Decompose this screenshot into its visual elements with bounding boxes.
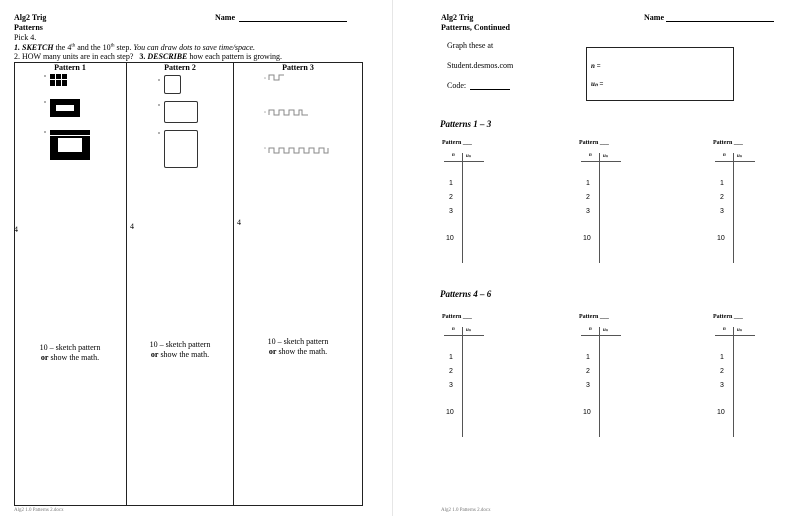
instruction-2-3 [14,52,282,61]
block-grid-line [50,79,68,80]
or-keyword: or [40,353,49,362]
un-column-header: uₙ [603,154,608,159]
un-column-header: uₙ [466,328,471,333]
worksheet-subtitle: Patterns, Continued [441,23,510,32]
instruction-1-text-a: the 4 [55,43,72,52]
n-value: 10 [717,409,725,416]
code-label: Code: [447,81,467,90]
course-title: Alg2 Trig [14,13,47,22]
column-rule [733,153,734,263]
un-value-cell[interactable] [464,233,484,245]
worksheet-subtitle: Patterns [14,23,43,32]
step-10-rest: show the math. [160,350,210,359]
column-rule [733,327,734,437]
step-marker-dot [44,101,46,103]
instruction-1-number: 1. [14,43,20,52]
un-value-cell[interactable] [601,380,621,392]
n-value: 1 [586,354,590,361]
instruction-1-text-b: and the 10 [77,43,111,52]
step-10-line-1: 10 – sketch pattern [39,343,101,352]
un-value-cell[interactable] [464,206,484,218]
pattern-3-step-1 [269,75,284,80]
n-column-header: n [723,153,726,158]
section-heading-patterns-4-6: Patterns 4 – 6 [440,289,492,299]
header-rule [715,335,755,336]
column-rule [599,153,600,263]
n-value: 2 [720,368,724,375]
n-value: 2 [586,194,590,201]
un-value-cell[interactable] [601,178,621,190]
n-value: 1 [720,354,724,361]
un-value-cell[interactable] [735,233,755,245]
values-table [713,140,759,264]
block-grid-line [50,135,90,136]
pattern-2-step-2-square [164,101,198,123]
formula-box[interactable] [586,47,734,101]
n-value: 3 [449,208,453,215]
page-divider [392,0,393,516]
pattern-3-step-2 [269,110,308,115]
header-rule [715,161,755,162]
table-title: Pattern ___ [579,140,609,146]
un-column-header: uₙ [737,328,742,333]
step-10-line-2 [127,350,233,360]
un-value-cell[interactable] [735,178,755,190]
table-title: Pattern ___ [579,314,609,320]
column-header-pattern-1: Pattern 1 [54,63,86,72]
un-formula-label: uₙ = [591,80,604,88]
column-rule [599,327,600,437]
step-marker-dot [44,131,46,133]
values-table [713,314,759,438]
step-10-line-1: 10 – sketch pattern [267,337,329,346]
n-value: 10 [583,235,591,242]
step-4-label-pattern-2: 4 [130,222,134,231]
un-column-header: uₙ [737,154,742,159]
un-value-cell[interactable] [601,206,621,218]
un-value-cell[interactable] [464,192,484,204]
n-column-header: n [589,327,592,332]
step-4-label-pattern-3: 4 [237,218,241,227]
or-keyword: or [268,347,277,356]
un-value-cell[interactable] [735,206,755,218]
column-rule [462,153,463,263]
n-value: 1 [720,180,724,187]
pick-instruction: Pick 4. [14,33,37,42]
instruction-1-text-c: step. [116,43,132,52]
n-value: 3 [586,208,590,215]
instruction-2: 2. HOW many units are in each step? [14,52,134,61]
un-value-cell[interactable] [601,407,621,419]
values-table [442,140,488,264]
n-value: 10 [446,409,454,416]
n-value: 1 [449,180,453,187]
instruction-1-sup-b: th [110,43,115,49]
un-value-cell[interactable] [464,178,484,190]
instruction-1-note: You can draw dots to save time/space. [133,43,256,52]
instruction-1-sup-a: th [71,43,76,49]
n-value: 1 [449,354,453,361]
name-label: Name [644,13,664,22]
step-10-rest: show the math. [50,353,100,362]
name-label: Name [215,13,235,22]
pattern-3-figures [262,68,342,158]
step-10-line-2 [234,347,362,357]
n-value: 2 [449,194,453,201]
name-line[interactable] [239,21,347,22]
n-value: 10 [717,235,725,242]
un-value-cell[interactable] [601,366,621,378]
n-value: 1 [586,180,590,187]
desmos-site: Student.desmos.com [447,61,514,70]
column-divider-1 [126,62,127,506]
header-rule [444,335,484,336]
un-column-header: uₙ [466,154,471,159]
instruction-3-number: 3. [139,52,146,61]
header-rule [581,161,621,162]
pattern-2-step-3-square [164,130,198,168]
pattern-3-step-3 [269,148,328,153]
n-formula-label: n = [591,62,601,70]
instruction-1 [14,43,255,52]
values-table [579,140,625,264]
un-value-cell[interactable] [601,352,621,364]
step-10-line-1: 10 – sketch pattern [149,340,211,349]
n-value: 10 [583,409,591,416]
un-value-cell[interactable] [464,407,484,419]
step-10-rest: show the math. [278,347,328,356]
or-keyword: or [150,350,159,359]
n-value: 2 [720,194,724,201]
n-column-header: n [452,327,455,332]
instruction-3-text: how each pattern is growing. [189,52,283,61]
n-value: 10 [446,235,454,242]
un-value-cell[interactable] [601,233,621,245]
table-title: Pattern ___ [713,314,743,320]
un-value-cell[interactable] [464,366,484,378]
step-10-prompt-pattern-3 [234,337,362,357]
table-title: Pattern ___ [442,140,472,146]
step-marker-dot [158,132,160,134]
course-title: Alg2 Trig [441,13,474,22]
n-column-header: n [723,327,726,332]
column-header-pattern-3: Pattern 3 [282,63,314,72]
column-header-pattern-2: Pattern 2 [164,63,196,72]
n-value: 2 [586,368,590,375]
column-divider-2 [233,62,234,506]
n-value: 3 [586,382,590,389]
block-cluster [50,74,68,86]
un-value-cell[interactable] [464,380,484,392]
table-title: Pattern ___ [713,140,743,146]
name-line[interactable] [666,21,774,22]
un-value-cell[interactable] [735,380,755,392]
un-value-cell[interactable] [735,192,755,204]
n-value: 3 [720,382,724,389]
instruction-3-keyword: DESCRIBE [147,52,188,61]
step-4-label-pattern-1: 4 [14,225,18,234]
code-line[interactable] [470,89,510,90]
block-hole [56,105,74,111]
un-value-cell[interactable] [735,407,755,419]
instruction-1-keyword: SKETCH [22,43,54,52]
step-marker-dot [158,79,160,81]
graph-instruction: Graph these at [447,41,494,50]
un-value-cell[interactable] [735,366,755,378]
n-column-header: n [589,153,592,158]
table-title: Pattern ___ [442,314,472,320]
values-table [442,314,488,438]
header-rule [444,161,484,162]
n-value: 3 [449,382,453,389]
step-marker-dot [44,75,46,77]
un-value-cell[interactable] [601,192,621,204]
right-footer: Alg2 1.0 Patterns 2.docx [441,508,491,513]
un-column-header: uₙ [603,328,608,333]
n-column-header: n [452,153,455,158]
step-10-prompt-pattern-2 [127,340,233,360]
left-footer: Alg2 1.0 Patterns 2.docx [14,508,64,513]
step-10-prompt-pattern-1 [14,343,126,363]
n-value: 2 [449,368,453,375]
step-10-line-2 [14,353,126,363]
un-value-cell[interactable] [464,352,484,364]
section-heading-patterns-1-3: Patterns 1 – 3 [440,119,492,129]
values-table [579,314,625,438]
un-value-cell[interactable] [735,352,755,364]
header-rule [581,335,621,336]
n-value: 3 [720,208,724,215]
step-marker-dot [158,104,160,106]
column-rule [462,327,463,437]
block-hole [58,138,82,152]
pattern-2-step-1-square [164,75,181,94]
